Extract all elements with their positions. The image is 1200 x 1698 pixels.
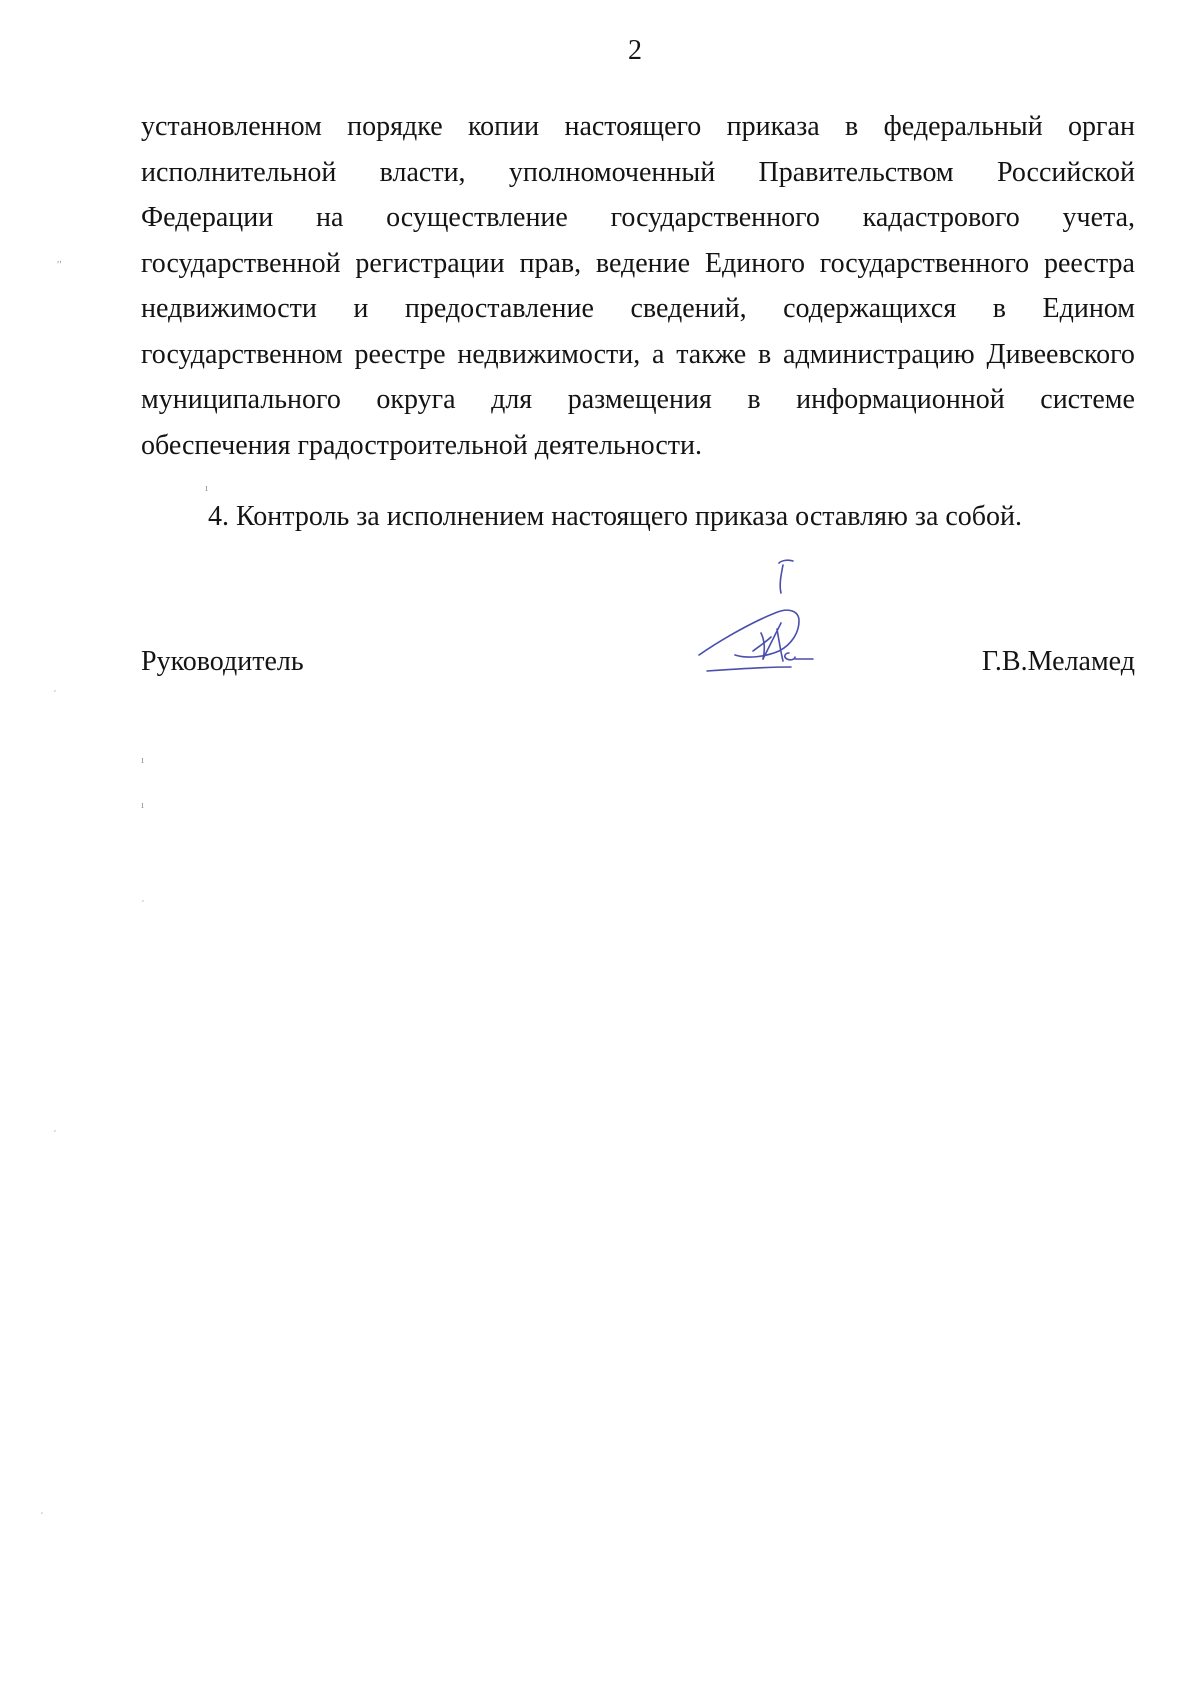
scan-speck: ˊ <box>53 1129 57 1141</box>
signatory-name: Г.В.Меламед <box>981 646 1135 677</box>
text-line-3 <box>141 195 1135 241</box>
word: Федерации <box>141 202 274 233</box>
word: Единого <box>704 247 805 279</box>
word: власти, <box>379 156 466 188</box>
word: ведение <box>595 247 691 279</box>
word: муниципального <box>141 384 341 415</box>
word: в <box>747 384 761 415</box>
word: прав, <box>519 247 582 279</box>
word: в <box>845 111 859 142</box>
signature-block <box>141 640 1135 684</box>
word: информационной <box>796 384 1005 415</box>
word: федеральный <box>883 111 1043 142</box>
word: государственного <box>610 202 820 233</box>
word: недвижимости <box>141 293 317 324</box>
scan-speck: ′′ <box>57 259 62 271</box>
word: реестре <box>354 338 446 370</box>
text-line-1 <box>141 104 1135 150</box>
word: учета, <box>1062 202 1135 233</box>
word: копии <box>467 111 540 142</box>
word: государственном <box>141 338 343 370</box>
scan-speck: ı <box>141 799 145 811</box>
word: государственной <box>141 247 341 279</box>
word: а <box>652 338 665 370</box>
word: размещения <box>567 384 712 415</box>
word: содержащихся <box>783 293 957 324</box>
word: для <box>491 384 533 415</box>
word: в <box>992 293 1006 324</box>
word: порядке <box>347 111 443 142</box>
body-paragraph <box>141 104 1135 468</box>
word: системе <box>1040 384 1135 415</box>
word: в <box>758 338 772 370</box>
page-number: 2 <box>628 35 642 66</box>
word: округа <box>376 384 456 415</box>
word: недвижимости, <box>457 338 641 370</box>
word: исполнительной <box>141 156 337 188</box>
word: уполномоченный <box>508 156 716 188</box>
word: кадастрового <box>862 202 1020 233</box>
word: Едином <box>1042 293 1135 324</box>
word: осуществление <box>386 202 568 233</box>
word: также <box>676 338 747 370</box>
word: настоящего <box>564 111 702 142</box>
word: установленном <box>141 111 322 142</box>
scan-speck: ˊ <box>40 1511 44 1523</box>
text-line-8: обеспечения градостроительной деятельности. <box>141 429 703 461</box>
text-line-4 <box>141 241 1135 287</box>
word: орган <box>1068 111 1135 142</box>
word: Дивеевского <box>986 338 1135 370</box>
text-line-6 <box>141 332 1135 378</box>
scan-speck: ı <box>205 482 209 494</box>
word: администрацию <box>783 338 975 370</box>
word: Правительством <box>758 156 954 188</box>
paragraph-item-4: 4. Контроль за исполнением настоящего приказа оставляю за собой. <box>208 501 1023 532</box>
word: приказа <box>726 111 820 142</box>
scan-speck: ı <box>141 754 145 766</box>
word: и <box>353 293 369 324</box>
word: реестра <box>1043 247 1135 279</box>
scan-speck: ˊ <box>53 689 57 701</box>
word: предоставление <box>404 293 594 324</box>
word: сведений, <box>630 293 747 324</box>
text-line-7 <box>141 377 1135 423</box>
scan-speck: ˊ <box>141 899 145 911</box>
word: Российской <box>996 156 1135 188</box>
signatory-position: Руководитель <box>141 646 304 677</box>
word: государственного <box>819 247 1030 279</box>
word: регистрации <box>355 247 505 279</box>
text-line-5 <box>141 286 1135 332</box>
word: на <box>315 202 344 233</box>
text-line-2 <box>141 150 1135 196</box>
